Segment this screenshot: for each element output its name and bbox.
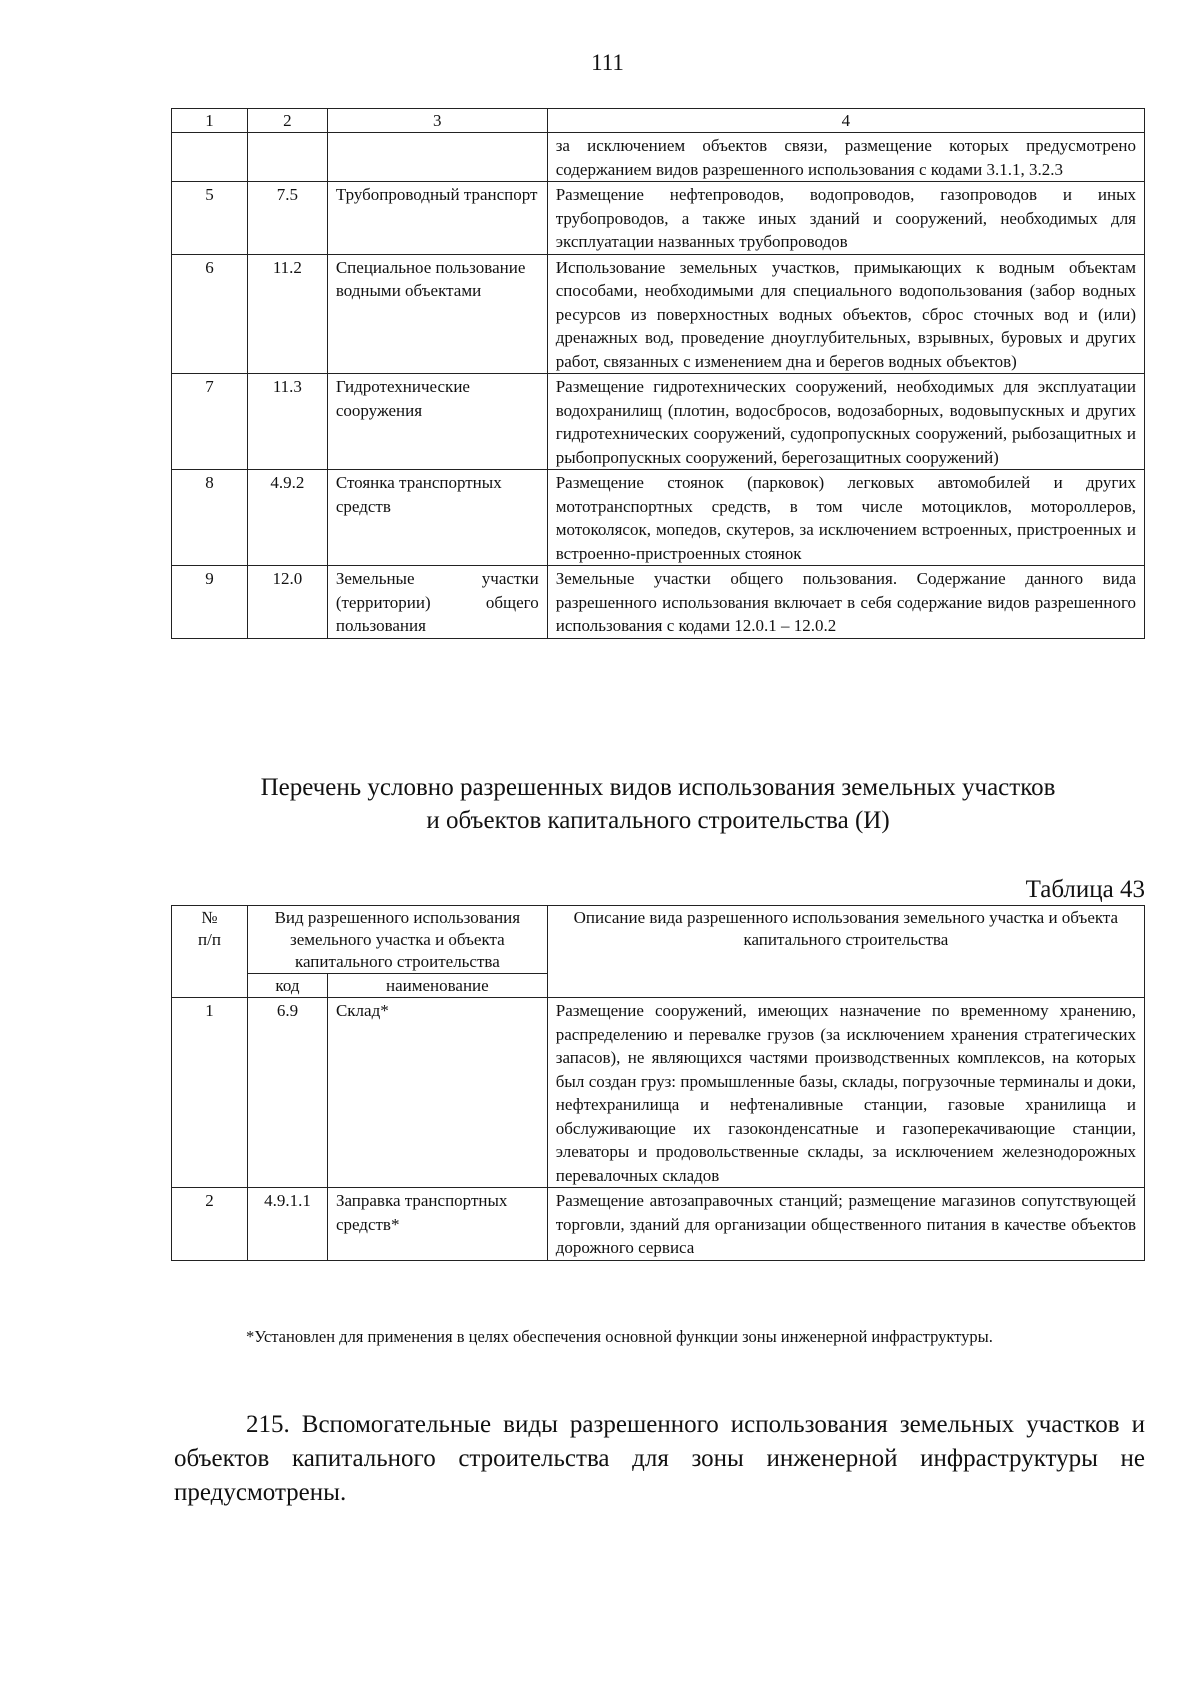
column-number-1: 1 xyxy=(172,109,248,133)
row-name: Специальное пользование водными объектами xyxy=(327,254,547,374)
row-code: 6.9 xyxy=(247,998,327,1188)
header-number: № п/п xyxy=(172,906,248,998)
section-title-line-1: Перечень условно разрешенных видов использования земельных участков xyxy=(260,774,1056,801)
footnote: *Установлен для применения в целях обеспечения основной функции зоны инженерной инфраструктуры. xyxy=(246,1327,993,1346)
section-title-line-2: и объектов капитального строительства (И) xyxy=(426,807,890,834)
table-row xyxy=(172,470,1145,566)
row-description: Размещение гидротехнических сооружений, необходимых для эксплуатации водохранилищ (плотин, водосбросов, водозаборных, водовыпускных и других гидротехнических сооружений, судопропускных сооружений, рыбозащитных и рыбопропускных сооружений, берегозащитных сооружений) xyxy=(547,374,1144,470)
row-description: Земельные участки общего пользования. Содержание данного вида разрешенного использования включает в себя содержание видов разрешенного использования с кодами 12.0.1 – 12.0.2 xyxy=(547,566,1144,639)
row-description: Размещение нефтепроводов, водопроводов, газопроводов и иных трубопроводов, а также иных зданий и сооружений, необходимых для эксплуатации названных трубопроводов xyxy=(547,182,1144,255)
row-number: 7 xyxy=(172,374,248,470)
row-code: 11.3 xyxy=(247,374,327,470)
table-row xyxy=(172,998,1145,1188)
row-description: за исключением объектов связи, размещение которых предусмотрено содержанием видов разрешенного использования с кодами 3.1.1, 3.2.3 xyxy=(547,133,1144,182)
row-description: Размещение автозаправочных станций; размещение магазинов сопутствующей торговли, зданий для организации общественного питания в качестве объектов дорожного сервиса xyxy=(547,1188,1144,1261)
header-code: код xyxy=(247,974,327,998)
row-number: 9 xyxy=(172,566,248,639)
page-number: 111 xyxy=(591,50,624,75)
column-number-4: 4 xyxy=(547,109,1144,133)
row-name: Гидротехнические сооружения xyxy=(327,374,547,470)
row-code xyxy=(247,133,327,182)
row-number: 5 xyxy=(172,182,248,255)
row-description: Размещение стоянок (парковок) легковых автомобилей и других мототранспортных средств, в том числе мотоциклов, мотороллеров, мотоколясок, мопедов, скутеров, за исключением встроенных, пристроенных и встроенно-пристроенных стоянок xyxy=(547,470,1144,566)
row-number: 2 xyxy=(172,1188,248,1261)
row-number: 8 xyxy=(172,470,248,566)
table-header-row xyxy=(172,109,1145,133)
row-number xyxy=(172,133,248,182)
row-code: 11.2 xyxy=(247,254,327,374)
table-row xyxy=(172,133,1145,182)
row-code: 12.0 xyxy=(247,566,327,639)
row-description: Использование земельных участков, примыкающих к водным объектам способами, необходимыми для специального водопользования (забор водных ресурсов из поверхностных водных объектов, сброс сточных вод и (или) дренажных вод, проведение дноуглубительных, взрывных, буровых и других работ, связанных с изменением дна и берегов водных объектов) xyxy=(547,254,1144,374)
table-row xyxy=(172,182,1145,255)
row-name: Склад* xyxy=(327,998,547,1188)
row-number: 1 xyxy=(172,998,248,1188)
row-name: Заправка транспортных средств* xyxy=(327,1188,547,1261)
row-name: Стоянка транспортных средств xyxy=(327,470,547,566)
conditional-use-table xyxy=(171,905,1145,1261)
row-code: 4.9.2 xyxy=(247,470,327,566)
header-description: Описание вида разрешенного использования земельного участка и объекта капитального строительства xyxy=(547,906,1144,998)
header-use-type-group: Вид разрешенного использования земельного участка и объекта капитального строительства xyxy=(247,906,547,974)
row-name xyxy=(327,133,547,182)
row-name: Земельные участки (территории) общего пользования xyxy=(327,566,547,639)
row-code: 4.9.1.1 xyxy=(247,1188,327,1261)
table-row xyxy=(172,374,1145,470)
table-row xyxy=(172,254,1145,374)
column-number-3: 3 xyxy=(327,109,547,133)
row-description: Размещение сооружений, имеющих назначение по временному хранению, распределению и перевалке грузов (за исключением хранения стратегических запасов), не являющихся частями производственных комплексов, на которых был создан груз: промышленные базы, склады, погрузочные терминалы и доки, нефтехранилища и нефтеналивные станции, газовые хранилища и обслуживающие их газоконденсатные и газоперекачивающие станции, элеваторы и продовольственные склады, за исключением железнодорожных перевалочных складов xyxy=(547,998,1144,1188)
paragraph-215: 215. Вспомогательные виды разрешенного использования земельных участков и объектов капитального строительства для зоны инженерной инфраструктуры не предусмотрены. xyxy=(174,1411,1145,1506)
row-number: 6 xyxy=(172,254,248,374)
column-number-2: 2 xyxy=(247,109,327,133)
land-use-table-continued xyxy=(171,108,1145,639)
header-name: наименование xyxy=(327,974,547,998)
table-header-row xyxy=(172,906,1145,974)
table-row xyxy=(172,1188,1145,1261)
table-caption: Таблица 43 xyxy=(1025,876,1145,903)
table-row xyxy=(172,566,1145,639)
row-name: Трубопроводный транспорт xyxy=(327,182,547,255)
row-code: 7.5 xyxy=(247,182,327,255)
